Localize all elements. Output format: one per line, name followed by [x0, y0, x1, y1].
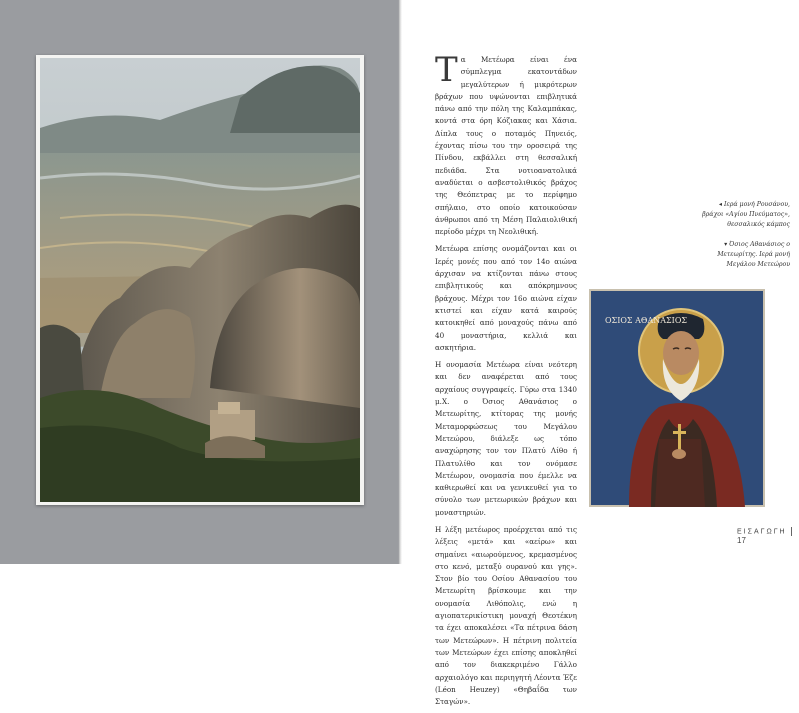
page-number: 17 — [737, 536, 746, 545]
caption-monastery-photo: ◂ Ιερά μονή Ρουσάνου, βράχοι «Αγίου Πνεύματος», θεσσαλικός κάμπος — [702, 201, 790, 228]
paragraph-3: Η ονομασία Μετέωρα είναι νεότερη και δεν αναφέρεται από τους αρχαίους συγγραφείς. Γύρω στα 1340 μ.Χ. ο Όσιος Αθανάσιος ο Μετεωρίτης, κτίτορας της μονής Μεταμορφώσεως του Μεγάλου Μετεώρου, διάλεξε ως τόπο αναχώρησης τον τον Πλατύ Λίθο ή Πλατυλίθο και τον ονόμασε Μετέωρον, ονομασία που έμελλε να καθιερωθεί και να γενικευθεί για το σύνολο των μετεωρικών βράχων και μοναστηριών. — [435, 360, 577, 517]
page-footer — [737, 527, 799, 545]
paragraph-2: Μετέωρα επίσης ονομάζονται και οι Ιερές μονές που από τον 14ο αιώνα άρχισαν να κτίζονται πάνω στους επιβλητικούς και απόκρημνους βράχους. Μέχρι τον 16ο αιώνα είχαν κτιστεί και είχαν κατά καιρούς κατοικηθεί από μοναχούς πάνω από 40 μοναστήρια, κελλιά και ασκητήρια. — [435, 244, 577, 352]
saint-athanasios-icon — [589, 289, 765, 507]
meteora-landscape-photo — [40, 58, 360, 502]
section-title: ΕΙΣΑΓΩΓΗ — [737, 528, 787, 536]
body-text-column — [435, 50, 577, 713]
footer-divider — [791, 527, 792, 536]
drop-cap: Τ — [435, 50, 458, 90]
paragraph-1-text: α Μετέωρα είναι ένα σύμπλεγμα εκατοντάδων μεγαλύτερων ή μικρότερων βράχων που υψώνονται επιβλητικά πάνω από την πόλη της Καλαμπάκας, κοντά στα όρη Κόζιακας και Χάσια. Δίπλα τους ο ποταμός Πηνειός, έχοντας πίσω του την οροσειρά της Πίνδου, εκβάλλει στη θεσσαλική πεδιάδα. Στα νοτιοανατολικά αναδύεται ο ασβεστολιθικός βράχος της Θεόπετρας με το περίφημο σπήλαιο, στο οποίο κατοικούσαν άνθρωποι από τη Μέση Παλαιολιθική περίοδο μέχρι τη Νεολιθική. — [435, 55, 577, 237]
paragraph-4: Η λέξη μετέωρος προέρχεται από τις λέξεις «μετά» και «αείρω» και σημαίνει «αιωρούμενος, κρεμασμένος στο κενό, μεταξύ ουρανού και γης». Στον βίο του Οσίου Αθανασίου του Μετεωρίτη βρίσκουμε και την ονομασία Λιθόπολις, ενώ η αγιοπατερικίστικη μοναχή Θεοτέκνη τα έχει αποκαλέσει «Τα πέτρινα δάση των Μετεώρων». Η πέτρινη πολιτεία των Μετεώρων έχει επίσης αποκληθεί από τον διακεκριμένο Γάλλο αρχαιολόγο και περιηγητή Λέοντα Έζε (Léon Heuzey) «Θηβαΐδα των Σταγών». — [435, 524, 577, 707]
photo-captions — [700, 200, 790, 280]
icon-inscription: ΟΣΙΟΣ ΑΘΑΝΑΣΙΟΣ — [605, 316, 688, 325]
caption-saint-icon: ▾ Όσιος Αθανάσιος ο Μετεωρίτης. Ιερά μονή Μεγάλου Μετεώρου — [717, 241, 790, 268]
paragraph-1 — [435, 50, 577, 238]
